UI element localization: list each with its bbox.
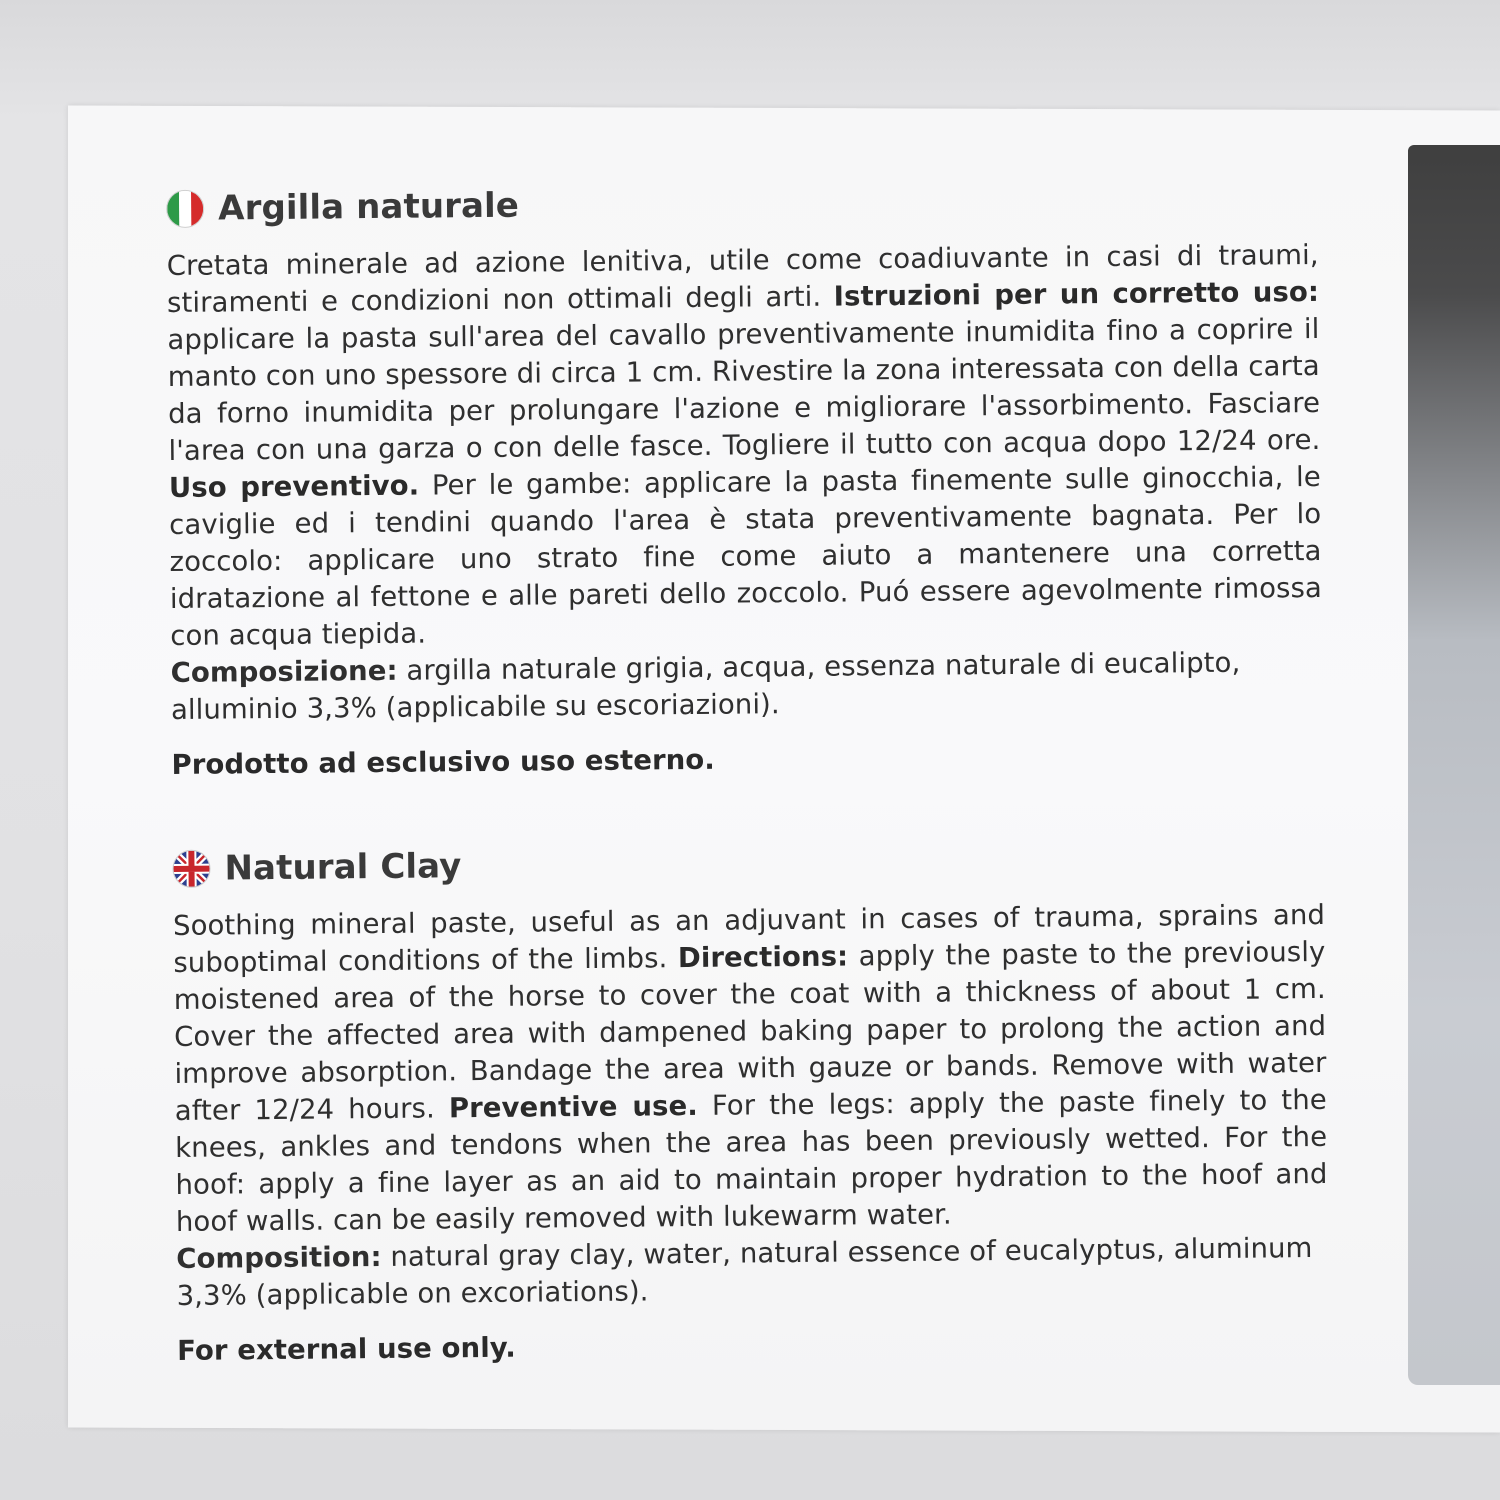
label-text [166,179,1329,1370]
italian-title: Argilla naturale [217,185,520,228]
english-section [172,839,1329,1370]
english-composition [176,1230,1329,1315]
english-title: Natural Clay [224,845,462,888]
italian-section [166,179,1324,784]
italian-body [167,237,1323,655]
italian-composition-label: Composizione: [170,654,398,689]
english-composition-text: natural gray clay, water, natural essence of eucalyptus, aluminum 3,3% (applicable on excoriations). [176,1232,1313,1312]
english-note: For external use only. [176,1331,516,1367]
english-intro: Soothing mineral paste, useful as an adjuvant in cases of trauma, sprains and suboptimal conditions of the limbs. [172,898,1326,979]
english-directions-label: Directions: [677,940,849,975]
italian-flag-icon [166,190,204,228]
italian-note: Prodotto ad esclusivo uso esterno. [171,743,716,781]
english-body [173,897,1328,1241]
container-side-edge [1408,145,1500,1385]
italian-preventive-text: Per le gambe: applicare la pasta finemente sulle ginocchia, le caviglie ed i tendini quando l'area è stata preventivamente bagnata. Per lo zoccolo: applicare uno strato fine come aiuto a mantenere una corretta idratazione al fettone e alle pareti dello zoccolo. Puó essere agevolmente rimossa con acqua tiepida. [169,460,1323,652]
english-directions-text: apply the paste to the previously moistened area of the horse to cover the coat with a thickness of about 1 cm. Cover the affected area with dampened baking paper to prolong the action and improve absorption. Bandage the area with gauze or bands. Remove with water after 12/24 hours. [173,935,1327,1127]
english-preventive-label: Preventive use. [448,1089,699,1125]
italian-composition-text: argilla naturale grigia, acqua, essenza naturale di eucalipto, alluminio 3,3% (applicabile su escoriazioni). [170,646,1241,726]
english-composition-label: Composition: [176,1240,382,1275]
uk-flag-icon [172,850,210,888]
italian-instructions-label: Istruzioni per un corretto uso: [833,275,1320,313]
italian-preventive-label: Uso preventivo. [168,469,420,504]
english-preventive-text: For the legs: apply the paste finely to the knees, ankles and tendons when the area has been previously wetted. For the hoof: apply a fine layer as an aid to maintain proper hydration to the hoof and hoof walls. can be easily removed with lukewarm water. [175,1083,1328,1238]
italian-composition [170,644,1323,729]
italian-intro: Cretata minerale ad azione lenitiva, utile come coadiuvante in casi di traumi, stiramenti e condizioni non ottimali degli arti. [166,238,1319,319]
english-heading [172,839,1324,888]
italian-instructions-text: applicare la pasta sull'area del cavallo preventivamente inumidita fino a coprire il manto con uno spessore di circa 1 cm. Rivestire la zona interessata con della carta da forno inumidita per prolungare l'azione e migliorare l'assorbimento. Fasciare l'area con una garza o con delle fasce. Togliere il tutto con acqua dopo 12/24 ore. [167,312,1321,467]
